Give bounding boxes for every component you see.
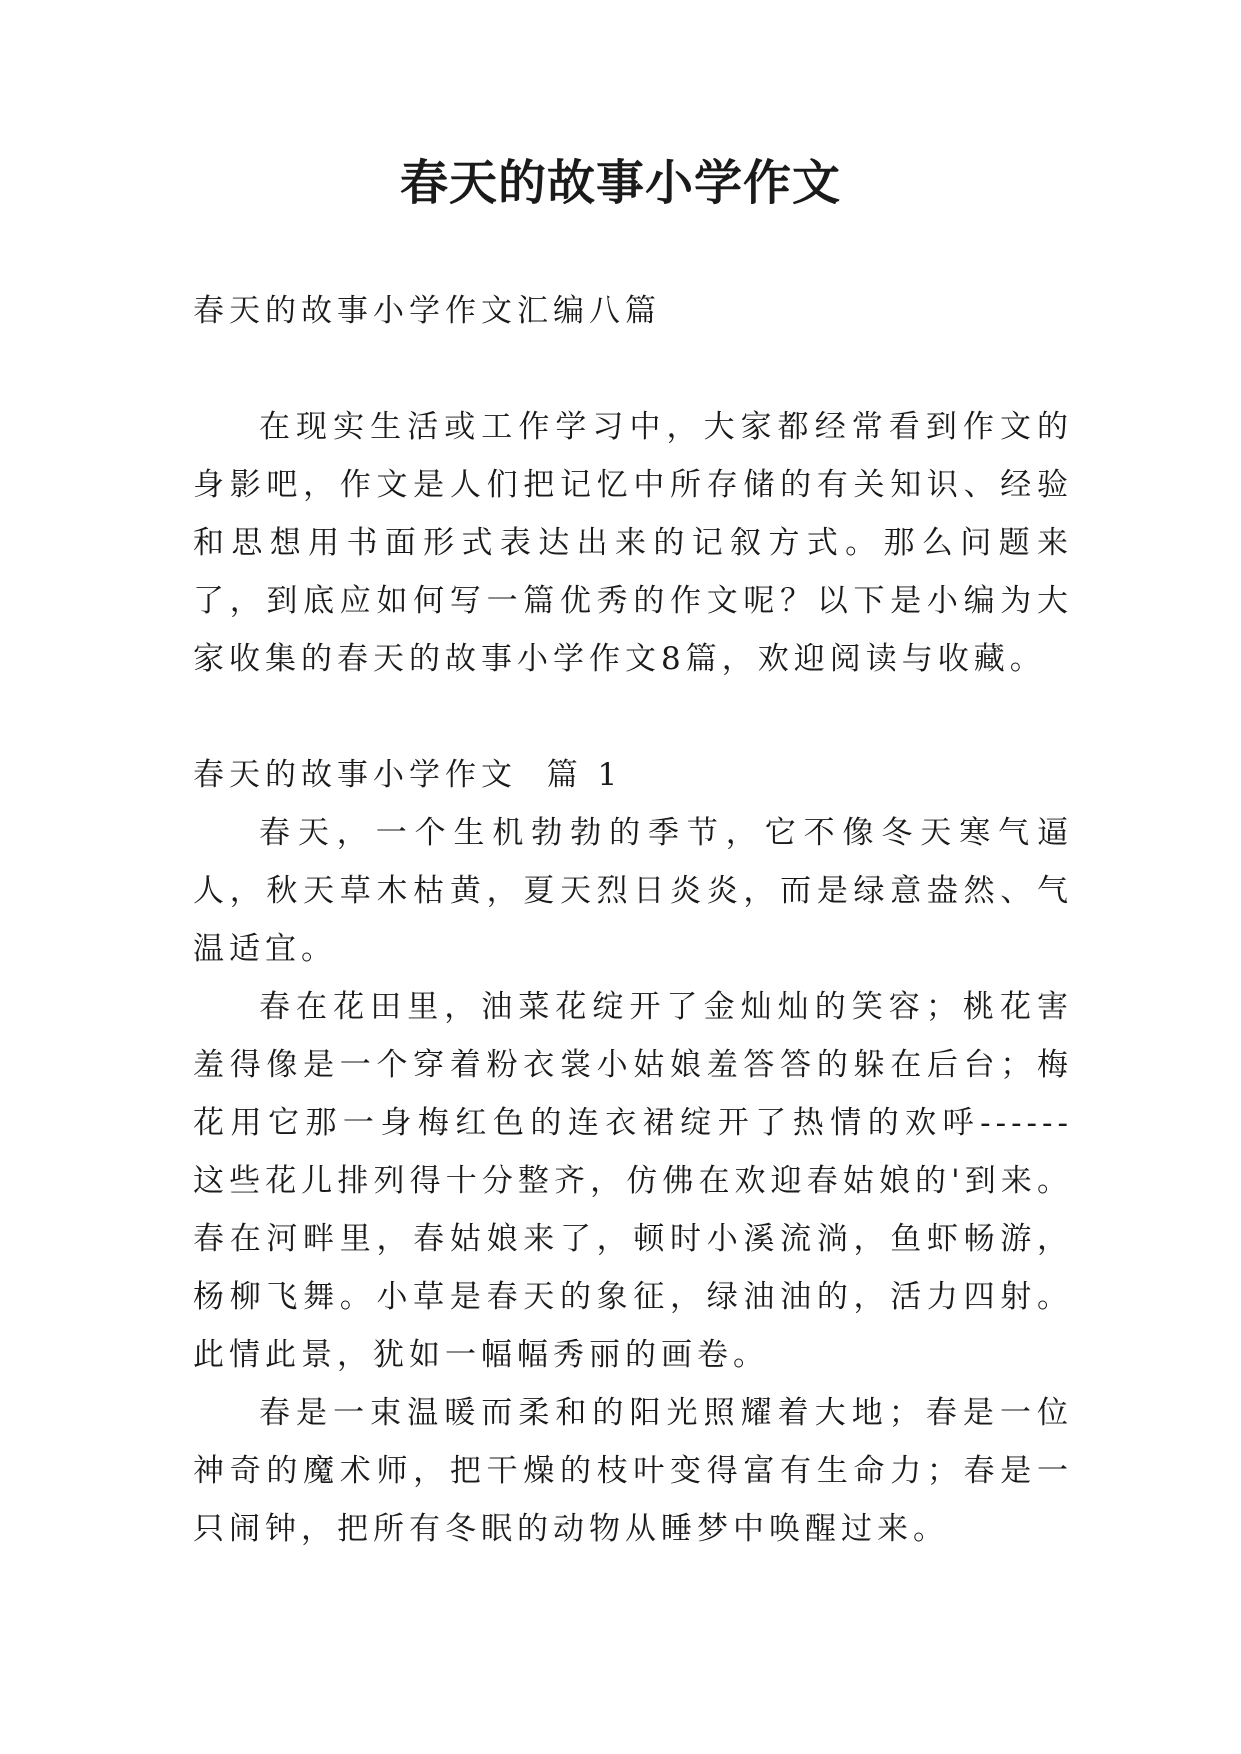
section-paragraph: 春是一束温暖而柔和的阳光照耀着大地；春是一位神奇的魔术师，把干燥的枝叶变得富有生命力；春是一只闹钟，把所有冬眠的动物从睡梦中唤醒过来。: [193, 1395, 1073, 1547]
document-body: [193, 282, 1073, 1558]
intro-paragraph: 在现实生活或工作学习中，大家都经常看到作文的身影吧，作文是人们把记忆中所存储的有关知识、经验和思想用书面形式表达出来的记叙方式。那么问题来了，到底应如何写一篇优秀的作文呢？以下是小编为大家收集的春天的故事小学作文8篇，欢迎阅读与收藏。: [193, 409, 1073, 677]
spacer: [193, 340, 1073, 398]
section-paragraph: 春在花田里，油菜花绽开了金灿灿的笑容；桃花害羞得像是一个穿着粉衣裳小姑娘羞答答的躲在后台；梅花用它那一身梅红色的连衣裙绽开了热情的欢呼------这些花儿排列得十分整齐，仿佛在欢迎春姑娘的'到来。春在河畔里，春姑娘来了，顿时小溪流淌，鱼虾畅游，杨柳飞舞。小草是春天的象征，绿油油的，活力四射。此情此景，犹如一幅幅秀丽的画卷。: [193, 989, 1073, 1373]
section-paragraph: 春天，一个生机勃勃的季节，它不像冬天寒气逼人，秋天草木枯黄，夏天烈日炎炎，而是绿意盎然、气温适宜。: [193, 815, 1073, 967]
document-subtitle: 春天的故事小学作文汇编八篇: [193, 293, 661, 329]
spacer: [193, 688, 1073, 746]
section-heading: 春天的故事小学作文 篇 1: [193, 757, 623, 793]
document-title: 春天的故事小学作文: [399, 155, 841, 211]
